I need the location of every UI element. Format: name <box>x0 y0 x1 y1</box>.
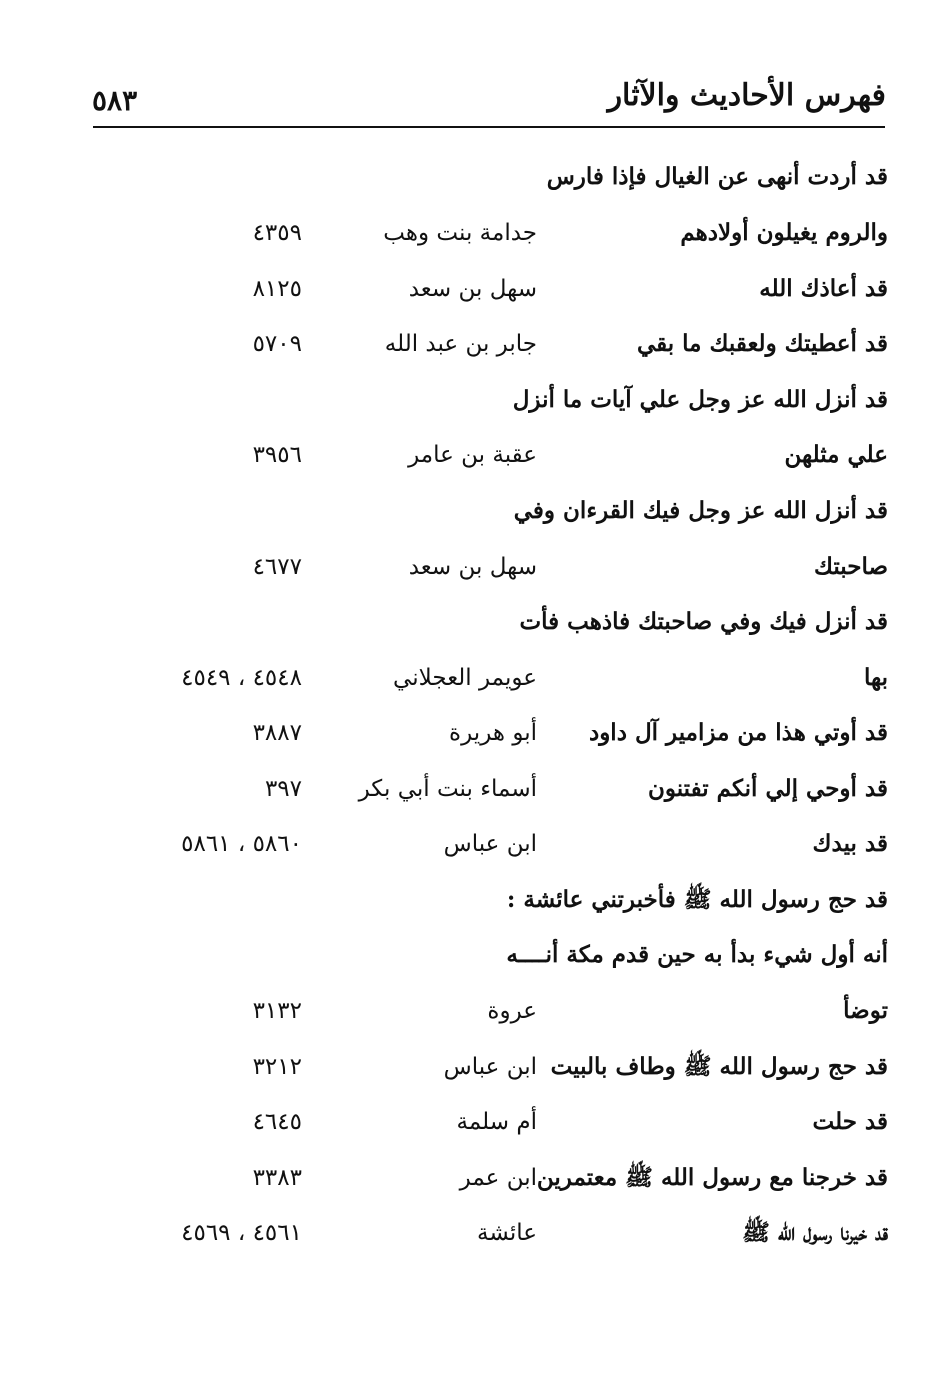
hadith-numbers: ٣٣٨٣ <box>252 1165 302 1191</box>
index-entry <box>0 711 932 755</box>
hadith-text: قد أنزل الله عز وجل علي آيات ما أنزل <box>512 386 888 413</box>
hadith-numbers: ٤٦٤٥ <box>252 1109 302 1135</box>
hadith-text: قد أعطيتك ولعقبك ما بقي <box>636 330 888 357</box>
narrator-name: عائشة <box>477 1220 537 1246</box>
hadith-numbers: ٥٨٦٠ ، ٥٨٦١ <box>181 831 302 857</box>
hadith-text: قد أنزل فيك وفي صاحبتك فاذهب فأت <box>519 608 888 635</box>
narrator-name: أبو هريرة <box>449 720 537 746</box>
index-entry <box>0 378 932 422</box>
narrator-name: ابن عمر <box>459 1165 537 1191</box>
index-entry <box>0 545 932 589</box>
narrator-name: أسماء بنت أبي بكر <box>358 776 537 802</box>
index-entry <box>0 322 932 366</box>
page-title: فهرس الأحاديث والآثار <box>607 78 886 113</box>
narrator-name: عروة <box>487 998 537 1024</box>
index-entry <box>0 933 932 977</box>
narrator-name: جابر بن عبد الله <box>384 331 537 357</box>
header-divider <box>93 126 885 128</box>
index-entry <box>0 878 932 922</box>
index-entry <box>0 1211 932 1255</box>
narrator-name: عقبة بن عامر <box>408 442 537 468</box>
hadith-text: توضأ <box>843 997 888 1024</box>
index-entry <box>0 267 932 311</box>
hadith-text: قد أعاذك الله <box>759 275 888 302</box>
hadith-numbers: ٣٩٥٦ <box>252 442 302 468</box>
hadith-numbers: ٣١٣٢ <box>252 998 302 1024</box>
index-entry <box>0 489 932 533</box>
hadith-text: والروم يغيلون أولادهم <box>680 219 888 246</box>
index-entry <box>0 1100 932 1144</box>
hadith-text: قد حج رسول الله ﷺ وطاف بالبيت <box>550 1053 888 1080</box>
index-entry <box>0 211 932 255</box>
hadith-numbers: ٣٨٨٧ <box>252 720 302 746</box>
hadith-text: قد حج رسول الله ﷺ فأخبرتني عائشة : <box>506 886 888 913</box>
narrator-name: سهل بن سعد <box>408 554 537 580</box>
index-entry <box>0 656 932 700</box>
narrator-name: ابن عباس <box>443 1054 537 1080</box>
hadith-text: قد أوحي إلي أنكم تفتنون <box>647 775 888 802</box>
hadith-numbers: ٣٩٧ <box>264 776 302 802</box>
hadith-text: بها <box>863 664 888 691</box>
hadith-text: قد بيدك <box>812 830 888 857</box>
index-entry <box>0 822 932 866</box>
index-entry <box>0 155 932 199</box>
hadith-numbers: ٤٥٤٨ ، ٤٥٤٩ <box>181 665 302 691</box>
index-entry <box>0 989 932 1033</box>
hadith-text: قد خرجنا مع رسول الله ﷺ معتمرين <box>536 1164 888 1191</box>
hadith-numbers: ٨١٢٥ <box>252 276 302 302</box>
narrator-name: جدامة بنت وهب <box>383 220 537 246</box>
page-number: ٥٨٣ <box>92 84 138 117</box>
hadith-numbers: ٤٦٧٧ <box>252 554 302 580</box>
narrator-name: أم سلمة <box>456 1109 537 1135</box>
hadith-numbers: ٤٣٥٩ <box>252 220 302 246</box>
hadith-text: قد خيرنا رسول الله ﷺ <box>742 1219 888 1246</box>
hadith-text: قد أوتي هذا من مزامير آل داود <box>588 719 888 746</box>
index-entry <box>0 767 932 811</box>
index-entry <box>0 1156 932 1200</box>
hadith-text: قد أنزل الله عز وجل فيك القرءان وفي <box>513 497 888 524</box>
hadith-text: قد حلت <box>812 1108 888 1135</box>
index-entry <box>0 600 932 644</box>
hadith-text: أنه أول شيء بدأ به حين قدم مكة أنــــه <box>506 941 888 968</box>
narrator-name: سهل بن سعد <box>408 276 537 302</box>
hadith-text: صاحبتك <box>813 553 888 580</box>
hadith-text: قد أردت أنهى عن الغيال فإذا فارس <box>546 163 888 190</box>
hadith-numbers: ٤٥٦١ ، ٤٥٦٩ <box>181 1220 302 1246</box>
hadith-numbers: ٣٢١٢ <box>252 1054 302 1080</box>
narrator-name: ابن عباس <box>443 831 537 857</box>
index-entry <box>0 433 932 477</box>
hadith-text: علي مثلهن <box>784 441 888 468</box>
hadith-numbers: ٥٧٠٩ <box>252 331 302 357</box>
index-entry <box>0 1045 932 1089</box>
narrator-name: عويمر العجلاني <box>393 665 537 691</box>
